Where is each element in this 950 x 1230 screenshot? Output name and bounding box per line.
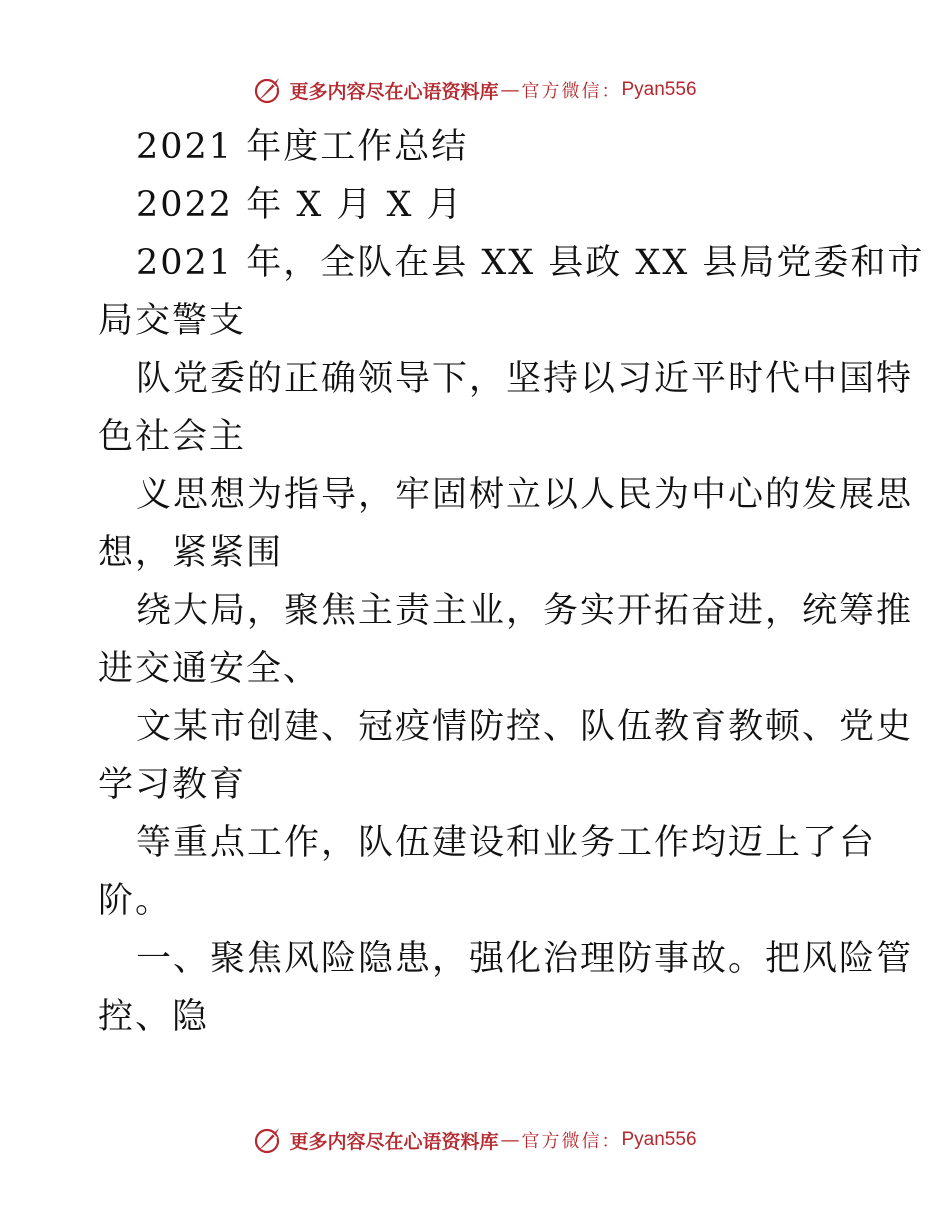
- banner-main-text: 更多内容尽在心语资料库: [289, 80, 499, 103]
- banner-account-id: Pyan556: [621, 79, 697, 100]
- footer-banner: [0, 1120, 950, 1160]
- document-date: 2022 年 X 月 X 月: [136, 185, 464, 225]
- paragraph-line: 队党委的正确领导下，坚持以习近平时代中国特: [136, 359, 914, 399]
- header-banner: [0, 70, 950, 110]
- banner-main-text: 更多内容尽在心语资料库: [289, 1130, 499, 1153]
- paragraph-line: 2021 年，全队在县 XX 县政 XX 县局党委和市: [136, 243, 925, 283]
- banner-account-id: Pyan556: [621, 1129, 697, 1150]
- banner-separator: —: [500, 79, 520, 101]
- paragraph-line: 文某市创建、冠疫情防控、队伍教育教顿、党史: [136, 707, 914, 747]
- paragraph-line: 控、隐: [98, 997, 210, 1037]
- paragraph-line: 绕大局，聚焦主责主业，务实开拓奋进，统筹推: [136, 591, 914, 631]
- paragraph-line: 学习教育: [98, 765, 247, 805]
- section-heading-line: 一、聚焦风险隐患，强化治理防事故。把风险管: [136, 939, 914, 979]
- paragraph-line: 色社会主: [98, 417, 247, 457]
- paragraph-line: 局交警支: [98, 301, 247, 341]
- banner-official-label: 官方微信：: [521, 1131, 622, 1152]
- quill-pen-circle-icon: [253, 1125, 283, 1155]
- banner-separator: —: [500, 1129, 520, 1151]
- paragraph-line: 阶。: [98, 881, 173, 921]
- paragraph-line: 想，紧紧围: [98, 533, 284, 573]
- paragraph-line: 义思想为指导，牢固树立以人民为中心的发展思: [136, 475, 914, 515]
- banner-official-label: 官方微信：: [521, 81, 622, 102]
- quill-pen-circle-icon: [253, 75, 283, 105]
- document-title: 2021 年度工作总结: [136, 127, 469, 167]
- paragraph-line: 进交通安全、: [98, 649, 321, 689]
- paragraph-line: 等重点工作，队伍建设和业务工作均迈上了台: [136, 823, 877, 863]
- document-body: [98, 118, 925, 1046]
